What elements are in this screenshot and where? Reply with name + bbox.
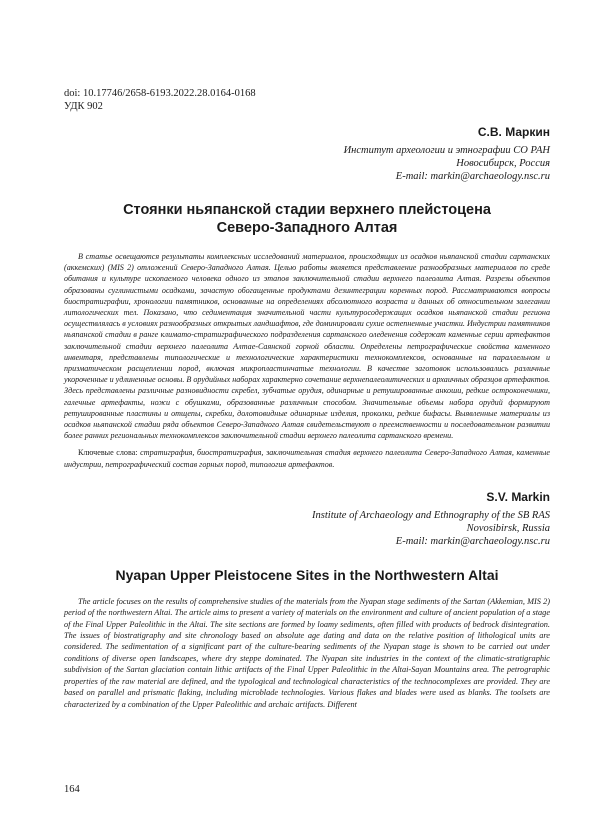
title-ru-line-1: Стоянки ньяпанской стадии верхнего плейстоцена xyxy=(123,202,491,218)
affiliation-ru-city: Новосибирск, Россия xyxy=(456,158,550,169)
title-ru xyxy=(64,201,550,237)
affiliation-en-email: E-mail: markin@archaeology.nsc.ru xyxy=(395,535,550,547)
author-en: S.V. Markin xyxy=(486,489,550,504)
article-page xyxy=(64,87,550,710)
doi-line: doi: 10.17746/2658-6193.2022.28.0164-0168 xyxy=(64,88,256,99)
title-ru-line-2: Северо-Западного Алтая xyxy=(216,220,398,236)
affiliation-ru-email: E-mail: markin@archaeology.nsc.ru xyxy=(395,171,550,182)
affiliation-en xyxy=(64,509,550,548)
udk-line: УДК 902 xyxy=(64,101,103,112)
abstract-ru: В статье освещаются результаты комплексных исследований материалов, происходящих из осадков ньяпанской стадии сартанских (аккемских) (MIS 2) отложений Северо-Западного Алтая. Целью работы является представление разнообразных материалов по среде обитания и культуре ископаемого человека одного из этапов заключительной стадии верхнего палеолита Алтая. Разрезы объектов образованы суглинистыми осадками, зачастую обогащенные продуктами дезинтеграции коренных пород. Рассматриваются вопросы биостратиграфии, хронологии памятников, основанные на определениях абсолютного возраста и данных об относительном залегании литологических тел. Показано, что седиментация значительной части культуросодержащих осадков ньяпанской стадии региона осуществлялась в условиях разнообразных открытых ландшафтов, где доминировали сухие остепненные участки. Индустрии памятников ньяпанской стадии в ранге климато-стратиграфического подразделения сартанского оледенения содержат каменные серии артефактов заключительной стадии верхнего палеолита Алтае-Саянской горной области. Определены петрографические свойства каменного инвентаря, представлены типологические и технологические характеристики технокомплексов, основанные на параллельном и призматическом расщеплении пород, включая микропластинчатые технологии. В качестве заготовок использовались различные укороченные и удлиненные основы. В орудийных наборах характерно сочетание верхнепалеолитических и архаичных образцов артефактов. Здесь представлены различные разновидности скребел, зубчатые орудия, одинарные и ретушированные анкоши, редкие остроконечники, галечные артефакты, ножи с обушками, образованные различным способом. Значительные объемы набора орудий формируют ретушированные пластины и отщепы, скребки, долотовидные одинарные изделия, проколки, редкие бифасы. Выявленные материалы из осадков ньяпанской стадии ряда объектов Северо-Западного Алтая свидетельствуют о преемственности и последовательном развитии более ранних региональных технокомплексов заключительной стадии верхнего палеолита сартанского времени. xyxy=(64,252,550,441)
keywords-ru xyxy=(64,447,550,469)
page-number: 164 xyxy=(64,784,80,795)
affiliation-ru-institute: Институт археологии и этнографии СО РАН xyxy=(343,145,550,156)
affiliation-en-institute: Institute of Archaeology and Ethnography of the SB RAS xyxy=(312,509,550,521)
keywords-ru-text: стратиграфия, биостратиграфия, заключительная стадия верхнего палеолита Северо-Западного Алтая, каменные индустрии, петрографический состав горных пород, типология артефактов. xyxy=(64,448,551,469)
abstract-en: The article focuses on the results of comprehensive studies of the materials from the Nyapan stage sediments of the Sartan (Akkemian, MIS 2) period of the northwestern Altai. The article aims to present a variety of materials on the environment and culture of ancient population of a stage of the Final Upper Paleolithic in the Altai. The site sections are formed by loamy sediments, often filled with products of bedrock disintegration. The issues of biostratigraphy and site chronology based on absolute age dating and data on the relative position of lithological units are considered. The sedimentation of a significant part of the culture-bearing sediments of the Nyapan stage is shown to be carried out under conditions of diverse open landscapes, where dry steppe dominated. The Nyapan site industries in the context of the climatic-stratigraphic subdivision of the Sartan glaciation contain lithic artifacts of the Final Upper Paleolithic in the Altai-Sayan Mountains area. The petrographic properties of the raw material are defined, and the typological and technological characteristics of the technocomplexes are provided. They are based on parallel and prismatic flaking, including microblade technologies. Various flakes and blades were used as blanks. The toolsets are characterized by a combination of the Upper Paleolithic and archaic artifacts. Different xyxy=(64,596,550,709)
author-ru: С.В. Маркин xyxy=(477,125,550,139)
affiliation-en-city: Novosibirsk, Russia xyxy=(466,522,550,534)
keywords-ru-label: Ключевые слова: xyxy=(78,448,138,458)
title-en: Nyapan Upper Pleistocene Sites in the Northwestern Altai xyxy=(115,566,499,583)
affiliation-ru xyxy=(64,144,550,183)
